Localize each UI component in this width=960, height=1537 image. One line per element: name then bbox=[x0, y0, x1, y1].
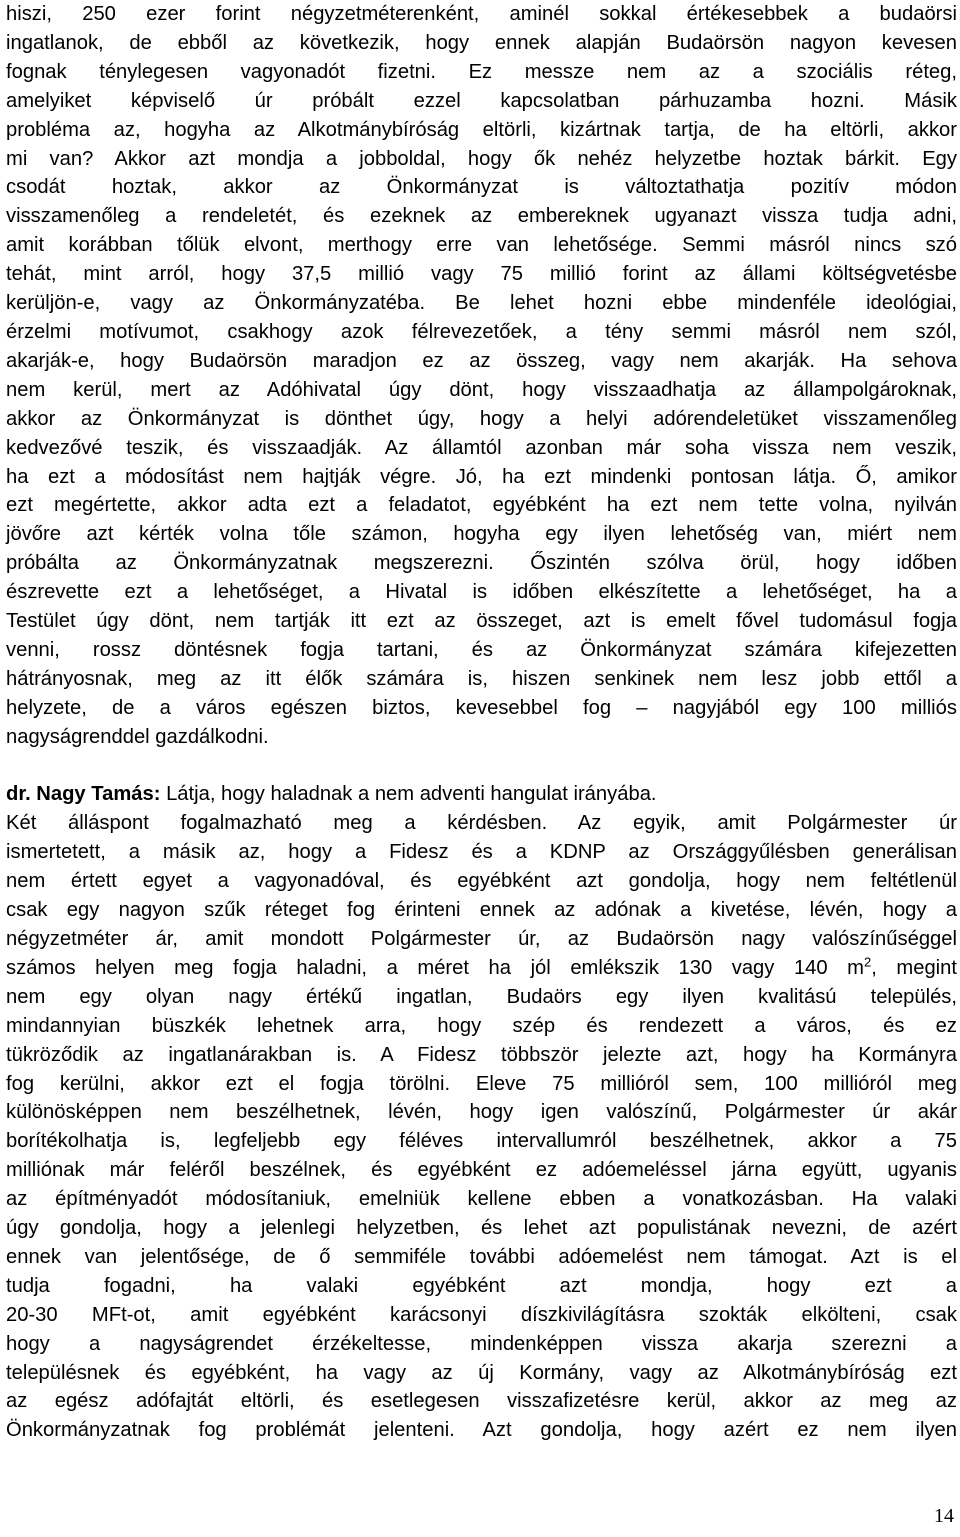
text-line: hiszi, 250 ezer forint négyzetméterenként, aminél sokkal értékesebbek a budaörsi bbox=[6, 3, 957, 25]
text-line: nagyságrenddel gazdálkodni. bbox=[6, 725, 269, 748]
paragraph-2-end bbox=[6, 983, 957, 1446]
text-line: venni, rossz döntésnek fogja tartani, és az Önkormányzat számára kifejezetten bbox=[6, 638, 957, 661]
text-line: ezt megértette, akkor adta ezt a feladatot, egyébként ha ezt nem tette volna, nyilván bbox=[6, 494, 957, 517]
text-line: kerüljön-e, vagy az Önkormányzatéba. Be lehet hozni ebbe mindenféle ideológiai, bbox=[6, 292, 957, 315]
text-line: négyzetméter ár, amit mondott Polgármester úr, az Budaörsön nagy valószínűséggel bbox=[6, 927, 957, 950]
text-line: Önkormányzatnak fog problémát jelenteni. Azt gondolja, hogy azért ez nem ilyen bbox=[6, 1419, 957, 1442]
text-line: amelyiket képviselő úr próbált ezzel kapcsolatban párhuzamba hozni. Másik bbox=[6, 89, 957, 112]
text-line: próbálta az Önkormányzatnak megszerezni. Őszintén szólva örül, hogy időben bbox=[6, 552, 957, 575]
paragraph-1 bbox=[6, 0, 957, 752]
text-line: kedvezővé teszik, és visszaadják. Az államtól azonban már soha vissza nem veszik, bbox=[6, 436, 957, 459]
speaker-statement: Látja, hogy haladnak a nem adventi hangulat irányába. bbox=[166, 783, 657, 806]
page-number: 14 bbox=[934, 1505, 954, 1527]
text-line: ha ezt a módosítást nem hajtják végre. Jó, ha ezt mindenki pontosan látja. Ő, amikor bbox=[6, 465, 957, 488]
text-line: fog kerülni, akkor ezt el fogja törölni. Eleve 75 millióról sem, 100 millióról meg bbox=[6, 1072, 957, 1095]
text-line: mi van? Akkor azt mondja a jobboldal, hogy ők nehéz helyzetbe hoztak bárkit. Egy bbox=[6, 147, 957, 170]
text-line: az építményadót módosítaniuk, emelniük kellene ebben a vonatkozásban. Ha valaki bbox=[6, 1188, 957, 1211]
text-line: hátrányosnak, meg az itt élők számára is, hiszen senkinek nem lesz jobb ettől a bbox=[6, 667, 957, 690]
text-line: tehát, mint arról, hogy 37,5 millió vagy 75 millió forint az állami költségvetésbe bbox=[6, 263, 957, 286]
text-line: csak egy nagyon szűk réteget fog érinteni ennek az adónak a kivetése, lévén, hogy a bbox=[6, 899, 957, 922]
text-line: hogy a nagyságrendet érzékeltesse, mindenképpen vissza akarja szerezni a bbox=[6, 1332, 957, 1355]
speaker-line bbox=[6, 780, 957, 809]
text-line: amit korábban tőlük elvont, merthogy erre van lehetősége. Semmi másról nincs szó bbox=[6, 234, 957, 257]
text-line-m2 bbox=[6, 954, 957, 983]
text-line: nem értett egyet a vagyonadóval, és egyébként azt gondolja, hogy nem feltétlenül bbox=[6, 870, 957, 893]
paragraph-2 bbox=[6, 780, 957, 809]
text-line: nem kerül, mert az Adóhivatal úgy dönt, hogy visszaadhatja az állampolgároknak, bbox=[6, 378, 957, 401]
text-line: tudja fogadni, ha valaki egyébként azt mondja, hogy ezt a bbox=[6, 1274, 957, 1297]
text-line: ingatlanok, de ebből az következik, hogy ennek alapján Budaörsön nagyon kevesen bbox=[6, 31, 957, 54]
text-line: probléma az, hogyha az Alkotmánybíróság eltörli, kizártnak tartja, de ha eltörli, akkor bbox=[6, 118, 957, 141]
text-line: észrevette ezt a lehetőséget, a Hivatal is időben elkészítette a lehetőséget, ha a bbox=[6, 581, 957, 604]
text-line: fognak ténylegesen vagyonadót fizetni. Ez messze nem az a szociális réteg, bbox=[6, 60, 957, 83]
text-line: akarják-e, hogy Budaörsön maradjon ez az összeg, vagy nem akarják. Ha sehova bbox=[6, 349, 957, 372]
speaker-name: dr. Nagy Tamás: bbox=[6, 783, 161, 806]
text-line: tükröződik az ingatlanárakban is. A Fidesz többször jelezte azt, hogy ha Kormányra bbox=[6, 1043, 957, 1066]
paragraph-2-continued bbox=[6, 809, 957, 954]
m2-superscript: 2 bbox=[864, 954, 872, 970]
text-line: Két álláspont fogalmazható meg a kérdésben. Az egyik, amit Polgármester úr bbox=[6, 812, 957, 835]
document-body bbox=[6, 0, 957, 1445]
text-line: visszamenőleg a rendeletét, és ezeknek az embereknek ugyanazt vissza tudja adni, bbox=[6, 205, 957, 228]
text-line: borítékolhatja is, legfeljebb egy féléves intervallumról beszélhetnek, akkor a 75 bbox=[6, 1130, 957, 1153]
m2-line-after: , megint bbox=[871, 956, 957, 979]
text-line: helyzete, de a város egészen biztos, kevesebbel fog – nagyjából egy 100 milliós bbox=[6, 696, 957, 719]
text-line: akkor az Önkormányzat is dönthet úgy, hogy a helyi adórendeletüket visszamenőleg bbox=[6, 407, 957, 430]
text-line: érzelmi motívumot, csakhogy azok félrevezetőek, a tény semmi másról nem szól, bbox=[6, 320, 957, 343]
text-line: csodát hoztak, akkor az Önkormányzat is változtathatja pozitív módon bbox=[6, 176, 957, 199]
text-line: úgy gondolja, hogy a jelenlegi helyzetben, és lehet azt populistának nevezni, de azért bbox=[6, 1217, 957, 1240]
text-line: Testület úgy dönt, nem tartják itt ezt az összeget, azt is emelt fővel tudomásul fogja bbox=[6, 610, 957, 633]
text-line: az egész adófajtát eltörli, és esetlegesen visszafizetésre kerül, akkor az meg az bbox=[6, 1390, 957, 1413]
text-line: különösképpen nem beszélhetnek, lévén, hogy igen valószínű, Polgármester úr akár bbox=[6, 1101, 957, 1124]
text-line: településnek és egyébként, ha vagy az új Kormány, vagy az Alkotmánybíróság ezt bbox=[6, 1361, 957, 1384]
text-line: mindannyian büszkék lehetnek arra, hogy szép és rendezett a város, és ez bbox=[6, 1014, 957, 1037]
text-line: 20-30 MFt-ot, amit egyébként karácsonyi díszkivilágításra szokták elkölteni, csak bbox=[6, 1303, 957, 1326]
paragraph-spacer bbox=[6, 752, 957, 781]
text-line: nem egy olyan nagy értékű ingatlan, Budaörs egy ilyen kvalitású település, bbox=[6, 985, 957, 1008]
m2-line-before: számos helyen meg fogja haladni, a méret ha jól emlékszik 130 vagy 140 m bbox=[6, 956, 864, 979]
paragraph-2-superscript-line bbox=[6, 954, 957, 983]
text-line: ismertetett, a másik az, hogy a Fidesz és a KDNP az Országgyűlésben generálisan bbox=[6, 841, 957, 864]
text-line: jövőre azt kérték volna tőle számon, hogyha egy ilyen lehetőség van, miért nem bbox=[6, 523, 957, 546]
text-line: milliónak már feléről beszélnek, és egyébként ez adóemeléssel járna együtt, ugyanis bbox=[6, 1159, 957, 1182]
text-line: ennek van jelentősége, de ő semmiféle további adóemelést nem támogat. Azt is el bbox=[6, 1245, 957, 1268]
